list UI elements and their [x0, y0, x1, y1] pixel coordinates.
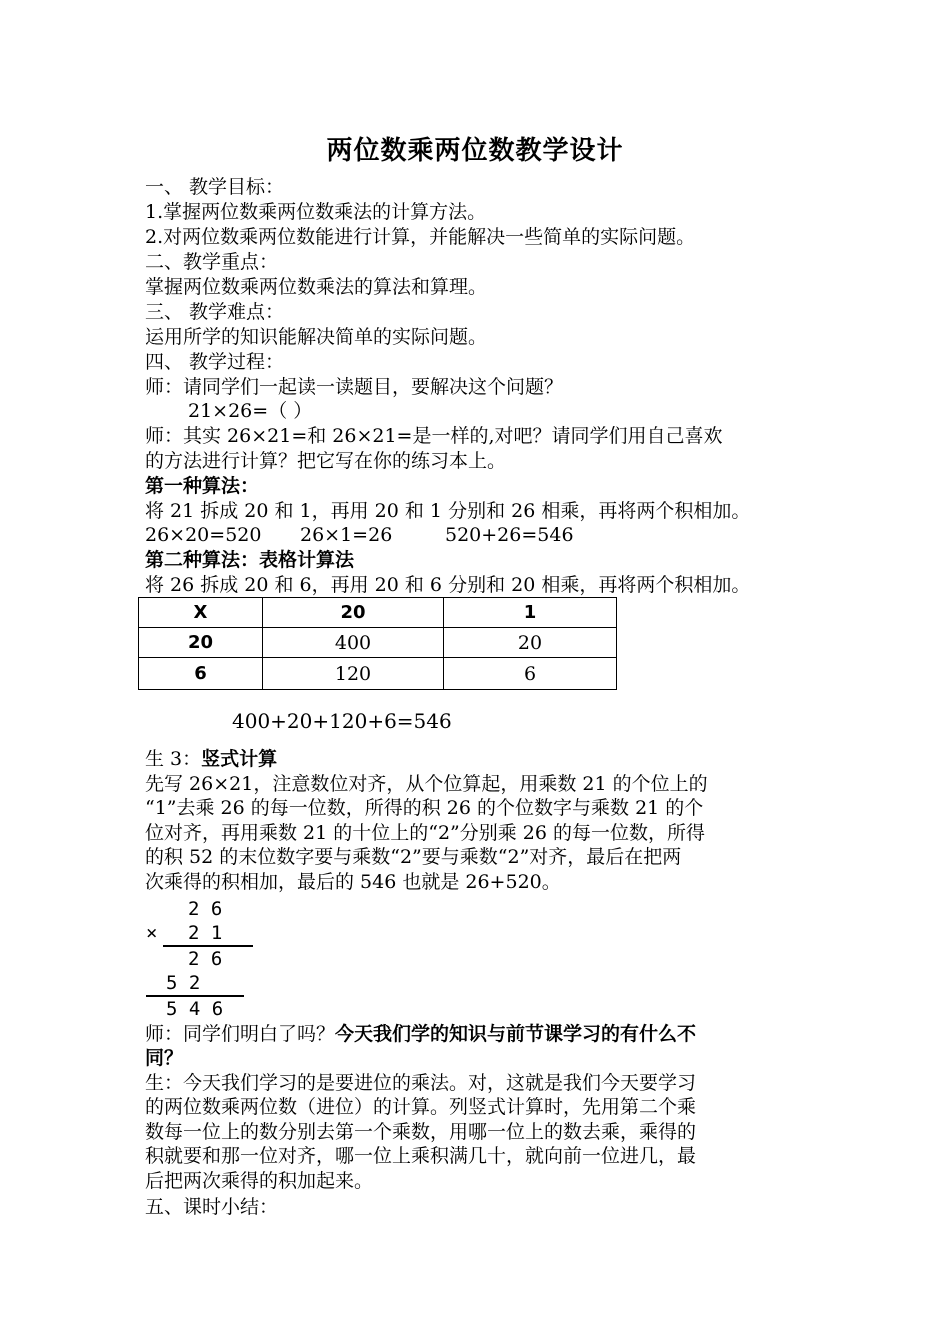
teacher-line-3b: 同？	[145, 1047, 184, 1069]
paragraph-line: 后把两次乘得的积加起来。	[145, 1169, 374, 1192]
student-3-label: 生 3：	[145, 748, 202, 770]
section-2-heading: 二、教学重点：	[145, 251, 279, 273]
key-point: 掌握两位数乘两位数乘法的算法和算理。	[145, 276, 488, 298]
teacher-line-3-prefix: 师：同学们明白了吗？	[145, 1023, 336, 1045]
equation-1: 21×26=（ ）	[188, 400, 313, 422]
table-row	[139, 628, 617, 658]
method-1-equation-c: 520+26=546	[445, 524, 574, 546]
student-3-heading	[145, 747, 277, 771]
table-cell: 20	[444, 628, 617, 658]
paragraph-line: 的两位数乘两位数（进位）的计算。列竖式计算时，先用第二个乘	[145, 1096, 697, 1119]
method-1-description: 将 21 拆成 20 和 1，再用 20 和 1 分别和 26 相乘，再将两个积相加。	[145, 500, 751, 522]
table-cell: 6	[139, 658, 263, 690]
paragraph-line: 先写 26×21，注意数位对齐，从个位算起，用乘数 21 的个位上的	[145, 773, 708, 795]
paragraph-line: 生：今天我们学习的是要进位的乘法。对，这就是我们今天要学习	[145, 1072, 697, 1094]
section-1-heading: 一、 教学目标：	[145, 176, 285, 198]
section-3-heading: 三、 教学难点：	[145, 301, 285, 323]
section-4-heading: 四、 教学过程：	[145, 351, 285, 373]
table-header-row	[139, 598, 617, 628]
method-1-title: 第一种算法：	[145, 475, 260, 497]
method-2-sum: 400+20+120+6=546	[232, 709, 452, 733]
paragraph-line: 的积 52 的末位数字要与乘数“2”要与乘数“2”对齐，最后在把两	[145, 846, 682, 869]
method-1-equation-b: 26×1=26	[300, 524, 393, 546]
vertical-partial-2: 5 2	[166, 972, 201, 994]
vertical-partial-1: 2 6	[188, 948, 223, 970]
objective-2: 2.对两位数乘两位数能进行计算，并能解决一些简单的实际问题。	[145, 226, 696, 248]
table-cell: 20	[139, 628, 263, 658]
table-cell: 6	[444, 658, 617, 690]
student-answer-paragraph	[145, 1071, 810, 1193]
table-cell: 120	[263, 658, 444, 690]
vertical-times-sign: ×	[146, 922, 158, 944]
paragraph-line: 数每一位上的数分别去第一个乘数，用哪一位上的数去乘，乘得的	[145, 1120, 697, 1143]
method-2-title: 第二种算法：表格计算法	[145, 549, 355, 571]
document-title: 两位数乘两位数教学设计	[326, 136, 624, 166]
table-cell: 20	[263, 598, 444, 628]
objective-1: 1.掌握两位数乘两位数乘法的计算方法。	[145, 201, 487, 223]
teacher-line-2b: 的方法进行计算？把它写在你的练习本上。	[145, 450, 507, 472]
teacher-line-3-question: 今天我们学的知识与前节课学习的有什么不	[335, 1023, 697, 1045]
student-3-title: 竖式计算	[201, 748, 278, 770]
vertical-multiplier: 2 1	[188, 922, 223, 944]
difficulty-point: 运用所学的知识能解决简单的实际问题。	[145, 326, 488, 348]
vertical-multiplicand: 2 6	[188, 898, 223, 920]
table-cell: 400	[263, 628, 444, 658]
paragraph-line: 位对齐，再用乘数 21 的十位上的“2”分别乘 26 的每一位数，所得	[145, 821, 706, 844]
table-cell: 1	[444, 598, 617, 628]
method-2-description: 将 26 拆成 20 和 6，再用 20 和 6 分别和 20 相乘，再将两个积相加。	[145, 574, 751, 596]
section-5-heading: 五、课时小结：	[145, 1196, 279, 1218]
method-1-equation-a: 26×20=520	[145, 524, 262, 546]
table-row	[139, 658, 617, 690]
table-cell: X	[139, 598, 263, 628]
teacher-line-1: 师：请同学们一起读一读题目，要解决这个问题？	[145, 376, 564, 398]
teacher-line-2a: 师：其实 26×21=和 26×21=是一样的,对吧？请同学们用自己喜欢	[145, 425, 723, 447]
teacher-line-3a	[145, 1022, 696, 1046]
paragraph-line: “1”去乘 26 的每一位数，所得的积 26 的个位数字与乘数 21 的个	[145, 797, 704, 820]
paragraph-line: 积就要和那一位对齐，哪一位上乘积满几十，就向前一位进几，最	[145, 1145, 697, 1168]
multiplication-grid-table	[138, 597, 617, 690]
vertical-result: 5 4 6	[166, 998, 224, 1020]
vertical-method-paragraph	[145, 772, 810, 894]
paragraph-line: 次乘得的积相加，最后的 546 也就是 26+520。	[145, 870, 561, 893]
